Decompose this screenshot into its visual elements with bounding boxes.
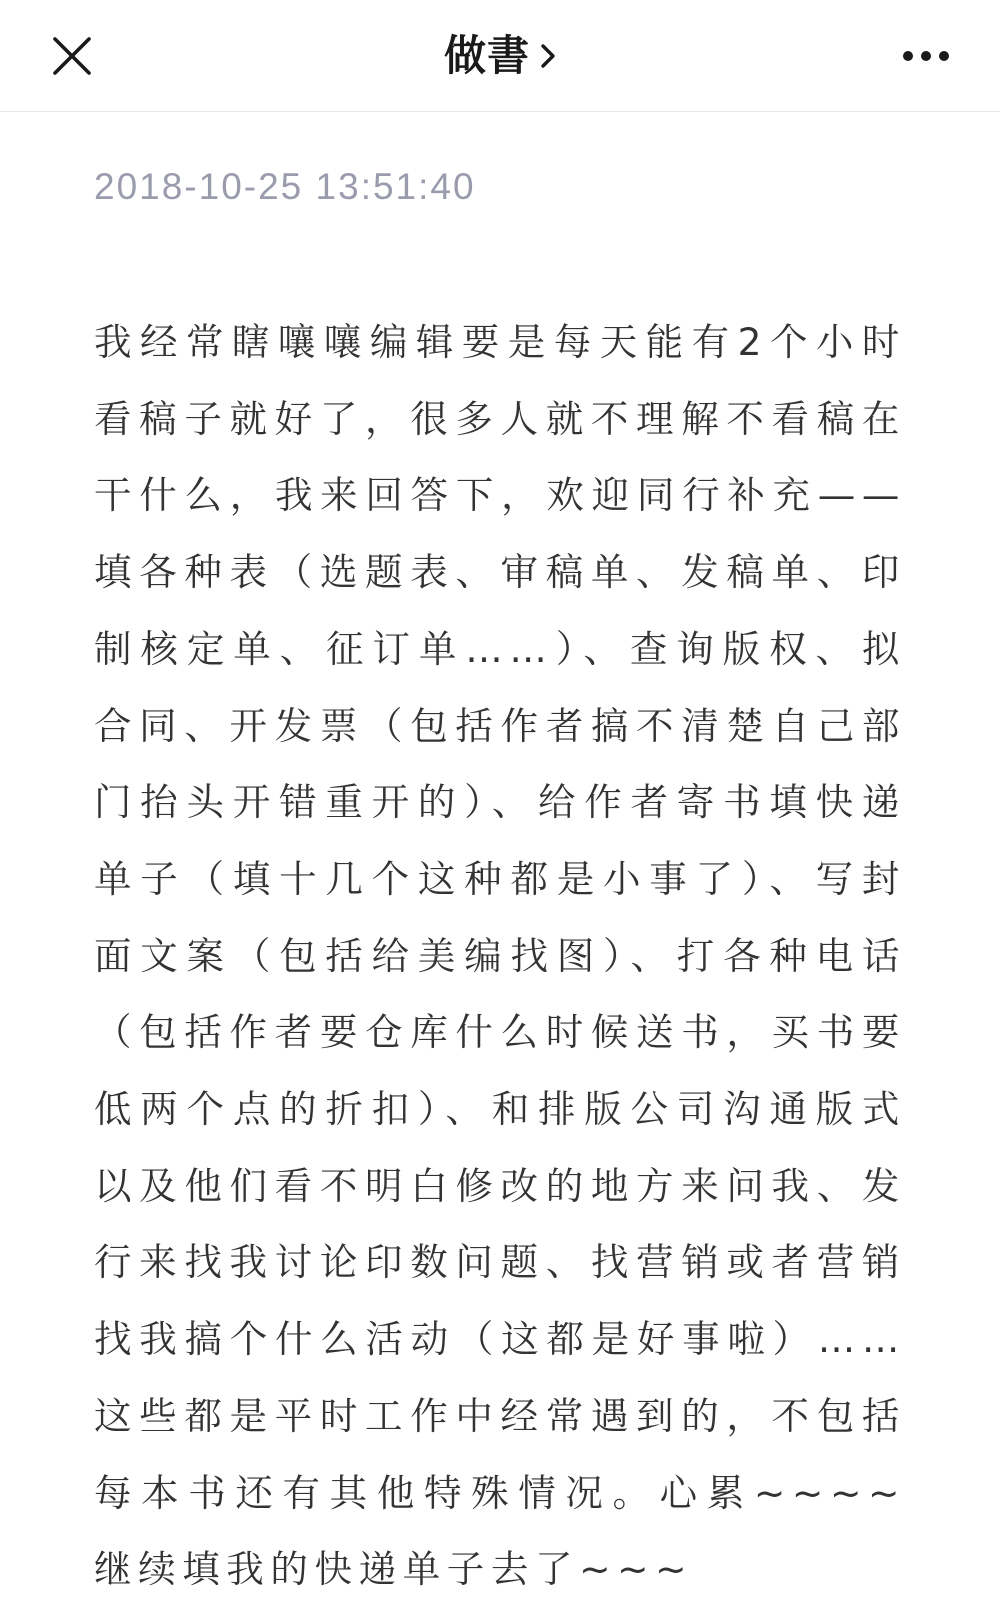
top-navigation-bar (0, 0, 1000, 112)
more-options-button[interactable] (898, 34, 954, 78)
account-title: 做書 (443, 31, 530, 80)
post-timestamp: 2018-10-25 13:51:40 (94, 166, 476, 207)
account-title-button[interactable] (0, 26, 1000, 86)
post-content: 我经常瞎嚷嚷编辑要是每天能有2个小时看稿子就好了，很多人就不理解不看稿在干什么，我来回答下，欢迎同行补充——填各种表（选题表、审稿单、发稿单、印制核定单、征订单……）、查询版权、拟合同、开发票（包括作者搞不清楚自己部门抬头开错重开的）、给作者寄书填快递单子（填十几个这种都是小事了）、写封面文案（包括给美编找图）、打各种电话（包括作者要仓库什么时候送书，买书要低两个点的折扣）、和排版公司沟通版式以及他们看不明白修改的地方来问我、发行来找我讨论印数问题、找营销或者营销找我搞个什么活动（这都是好事啦）……这些都是平时工作中经常遇到的，不包括每本书还有其他特殊情况。心累~~~~继续填我的快递单子去了~~~ (94, 320, 906, 1592)
more-dots-icon (902, 50, 950, 62)
chevron-right-icon (540, 26, 556, 86)
